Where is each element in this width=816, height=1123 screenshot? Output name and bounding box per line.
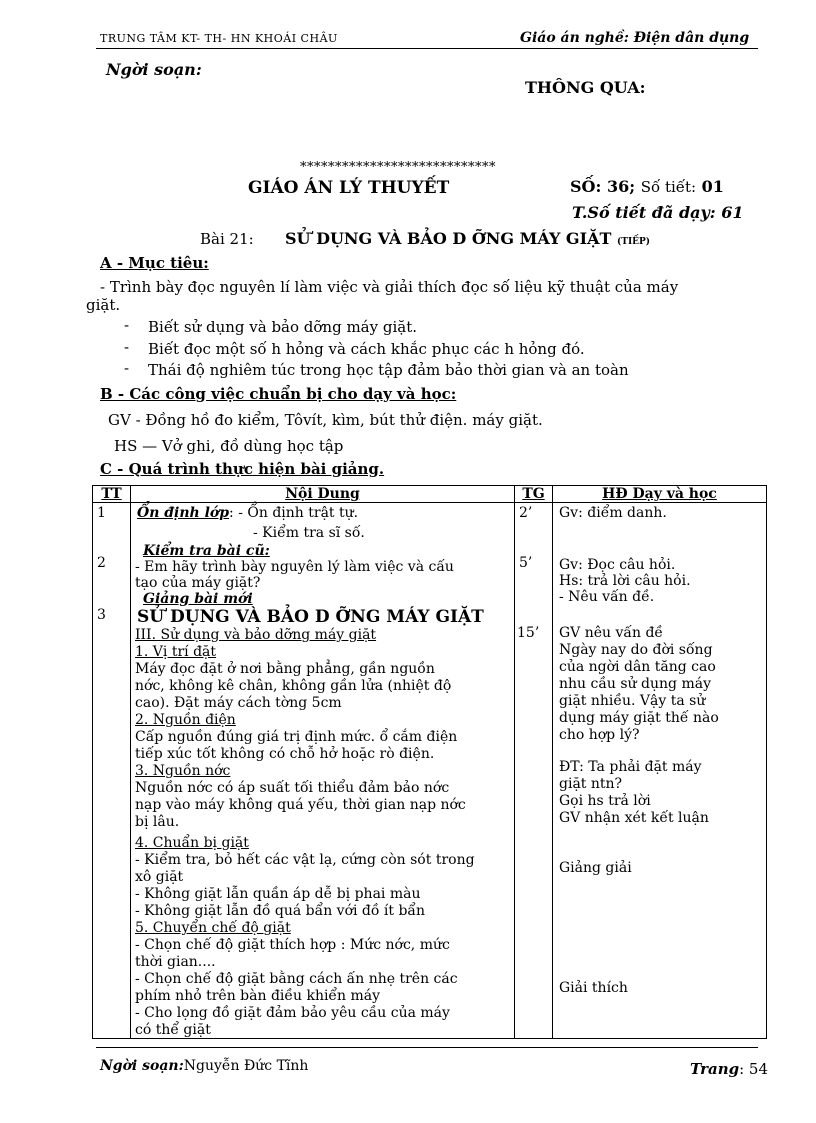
so-label: SỐ: [570,177,602,196]
on-dinh-text: : - Ổn định trật tự. [229,505,359,521]
lesson-suffix: (TIẾP) [616,237,651,247]
footer-author-label: Ngời soạn: [100,1058,184,1074]
p1-line-2: nớc, không kê chân, không gần lửa (nhiệt độ [135,678,452,694]
p1-line-3: cao). Đặt máy cách tờng 5cm [135,695,342,711]
tt-1: 1 [97,505,106,521]
table-row [93,503,767,1039]
teacher-materials: GV - Đồng hồ đo kiểm, Tôvít, kìm, bút thử điện. máy giặt. [108,411,543,429]
activity-2-1: Gv: Đọc câu hỏi. [559,557,676,573]
objective-line-1: - Trình bày đọc nguyên lí làm việc và giải thích đọc số liệu kỹ thuật của máy [100,278,679,296]
p3-line-1: Nguồn nớc có áp suất tối thiểu đảm bảo nớc [135,780,450,796]
footer-page [690,1060,768,1078]
kiem-tra-1: - Em hãy trình bày nguyên lý làm việc và cấu [135,559,454,575]
p4-line-2: xô giặt [135,869,184,885]
lesson-title-text: SỬ DỤNG VÀ BẢO D ỠNG MÁY GIẶT [285,229,612,248]
bullet-mark: - [124,359,130,377]
activity-3-10: Gọi hs trả lời [559,793,651,809]
activity-2-3: - Nêu vấn đề. [559,589,655,605]
lesson-number [570,177,724,196]
activity-3-2: Ngày nay do đời sống [559,642,713,658]
section-big-title: SỬ DỤNG VÀ BẢO D ỠNG MÁY GIẶT [137,607,484,627]
activity-3-3: của ngời dân tăng cao [559,659,716,675]
footer-page-number: : 54 [739,1060,769,1078]
on-dinh-label: Ổn định lớp [137,505,230,521]
activity-3-4: nhu cầu sử dụng máy [559,676,711,692]
approval-label: THÔNG QUA: [525,78,646,97]
so-tiet-value: 01 [701,177,724,196]
col-header-time: TG [515,486,553,503]
p1-title: 1. Vị trí đặt [135,644,217,660]
preparer-label: Ngời soạn: [106,60,202,79]
table-header-row [93,486,767,503]
p3-title: 3. Nguồn nớc [135,763,231,779]
lesson-label: Bài 21: [200,230,254,248]
activity-3-6: dụng máy giặt thế nào [559,710,719,726]
section-c-title: C - Quá trình thực hiện bài giảng. [100,460,385,478]
plan-title: GIÁO ÁN LÝ THUYẾT [248,178,450,198]
taught-count: T.Số tiết đã dạy: 61 [572,203,744,222]
kiem-tra-2: tạo của máy giặt? [135,575,261,591]
activity-3-13: Giải thích [559,980,628,996]
p1-line-1: Máy đọc đặt ở nơi bằng phẳng, gần nguồn [135,661,435,677]
section-b-title: B - Các công việc chuẩn bị cho dạy và học: [100,385,457,403]
objective-bullet-1: Biết sử dụng và bảo dỡng máy giặt. [148,318,418,336]
kiem-tra-label: Kiểm tra bài cũ: [143,543,270,559]
section-a-title: A - Mục tiêu: [100,254,209,272]
p2-line-1: Cấp nguồn đúng giá trị định mức. ổ cắm điện [135,729,458,745]
student-materials: HS — Vở ghi, đồ dùng học tập [114,437,344,455]
stars-divider: **************************** [300,160,496,175]
so-value: 36; [606,177,636,196]
tt-3: 3 [97,607,106,623]
col-header-content: Nội Dung [131,486,515,503]
tg-2: 5’ [519,555,533,571]
on-dinh-2: - Kiểm tra sĩ số. [253,525,365,541]
tg-3: 15’ [517,625,540,641]
p5-line-6: có thể giặt [135,1022,211,1038]
tt-2: 2 [97,555,106,571]
header-divider [96,48,758,49]
activity-3-11: GV nhận xét kết luận [559,810,709,826]
footer-author [100,1058,308,1074]
footer-author-name: Nguyễn Đức Tĩnh [183,1058,309,1074]
on-dinh-row [137,505,358,521]
bullet-mark: - [124,316,130,334]
p2-title: 2. Nguồn điện [135,712,236,728]
activity-2-2: Hs: trả lời câu hỏi. [559,573,691,589]
footer-divider [96,1047,758,1048]
objective-bullet-2: Biết đọc một số h hỏng và cách khắc phục các h hỏng đó. [148,340,585,358]
p4-title: 4. Chuẩn bị giặt [135,835,249,851]
objective-line-1b: giặt. [86,296,121,314]
p2-line-2: tiếp xúc tốt không có chỗ hở hoặc rò điện. [135,746,435,762]
activity-3-5: giặt nhiều. Vậy ta sử [559,693,706,709]
col-header-activity: HĐ Dạy và học [553,486,767,503]
p5-title: 5. Chuyển chế độ giặt [135,920,291,936]
p5-line-3: - Chọn chế độ giặt bằng cách ấn nhẹ trên các [135,971,458,987]
p5-line-5: - Cho lọng đồ giặt đảm bảo yêu cầu của máy [135,1005,450,1021]
objective-bullet-3: Thái độ nghiêm túc trong học tập đảm bảo thời gian và an toàn [148,361,629,379]
footer-page-label: Trang [690,1060,740,1078]
p5-line-2: thời gian.... [135,954,216,970]
content-cell [131,503,515,1039]
activity-1: Gv: điểm danh. [559,505,667,521]
so-tiet-label: Số tiết: [640,178,697,196]
tg-1: 2’ [519,505,533,521]
lesson-title [285,229,650,248]
header-subject: Giáo án nghề: Điện dân dụng [520,30,750,46]
time-cell [515,503,553,1039]
p5-line-1: - Chọn chế độ giặt thích hợp : Mức nớc, mức [135,937,450,953]
header-center-name: TRUNG TÂM KT- TH- HN KHOÁI CHÂU [100,32,338,45]
p3-line-3: bị lâu. [135,814,180,830]
lesson-table [92,485,767,1039]
part-3-title: III. Sử dụng và bảo dỡng máy giặt [135,627,377,643]
activity-3-8: ĐT: Ta phải đặt máy [559,759,702,775]
activity-3-9: giặt ntn? [559,776,623,792]
activity-3-7: cho hợp lý? [559,727,640,743]
p5-line-4: phím nhỏ trên bàn điều khiển máy [135,988,381,1004]
tt-cell [93,503,131,1039]
giang-bai-label: Giảng bài mới [143,591,253,607]
activity-cell [553,503,767,1039]
p4-line-1: - Kiểm tra, bỏ hết các vật lạ, cứng còn sót trong [135,852,475,868]
p3-line-2: nạp vào máy không quá yếu, thời gian nạp nớc [135,797,466,813]
activity-3-12: Giảng giải [559,860,632,876]
p4-line-4: - Không giặt lẫn đồ quá bẩn với đồ ít bẩn [135,903,426,919]
p4-line-3: - Không giặt lẫn quần áp dễ bị phai màu [135,886,421,902]
bullet-mark: - [124,338,130,356]
activity-3-1: GV nêu vấn đề [559,625,664,641]
col-header-tt: TT [93,486,131,503]
